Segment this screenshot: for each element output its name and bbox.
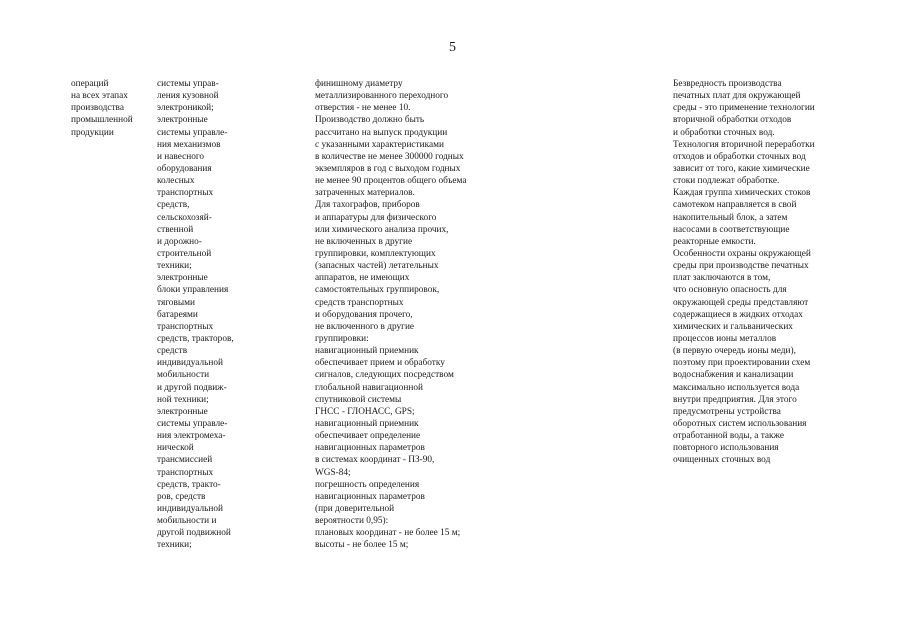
text-line: повторного использования: [673, 443, 779, 454]
text-line: не менее 90 процентов общего объема: [315, 176, 467, 187]
text-line: электронные: [157, 273, 208, 284]
text-line: внутри предприятия. Для этого: [673, 394, 797, 405]
text-line: сигналов, следующих посредством: [315, 370, 454, 381]
text-line: в системах координат - ПЗ-90,: [315, 455, 435, 466]
text-line: металлизированного переходного: [315, 91, 449, 102]
text-line: отработанной воды, а также: [673, 431, 784, 442]
text-line: операций: [71, 79, 109, 89]
text-line: средств, тракто-: [157, 479, 221, 490]
text-line: техники;: [157, 540, 192, 551]
page-number: 5: [449, 40, 456, 55]
text-line: группировки:: [315, 333, 369, 344]
text-line: колесных: [157, 176, 195, 187]
text-line: химических и гальванических: [673, 321, 793, 332]
text-line: навигационный приемник: [315, 346, 419, 357]
text-line: транспортных: [157, 188, 214, 199]
text-line: очищенных сточных вод: [673, 455, 771, 466]
text-line: ния электромеха-: [157, 431, 226, 442]
text-line: трансмиссией: [157, 455, 213, 466]
text-line: блоки управления: [157, 285, 229, 296]
text-line: среды - это применение технологии: [673, 103, 815, 114]
text-line: тяговыми: [157, 297, 195, 308]
text-line: Технология вторичной переработки: [673, 139, 815, 150]
text-line: Безвредность производства: [673, 79, 782, 89]
text-line: плановых координат - не более 15 м;: [315, 528, 461, 539]
text-line: ственной: [157, 224, 194, 235]
text-line: средств: [157, 346, 188, 357]
text-line: системы управ-: [157, 79, 219, 89]
column-2-text: [157, 78, 267, 551]
column-3-text: [315, 78, 555, 551]
text-line: сельскохозяй-: [157, 212, 212, 223]
text-line: продукции: [71, 127, 114, 138]
text-line: отходов и обработки сточных вод: [673, 151, 806, 162]
text-line: глобальной навигационной: [315, 382, 423, 393]
text-line: не включенного в другие: [315, 321, 415, 332]
text-line: ров, средств: [157, 491, 206, 502]
text-line: поэтому при проектировании схем: [673, 358, 811, 369]
text-line: ГНСС - ГЛОНАСС, GPS;: [315, 406, 415, 417]
text-line: печатных плат для окружающей: [673, 91, 801, 102]
text-line: стоки подлежат обработке.: [673, 176, 780, 187]
text-line: электронные: [157, 406, 208, 417]
text-line: транспортных: [157, 467, 214, 478]
text-line: водоснабжения и канализации: [673, 370, 794, 381]
text-line: зависит от того, какие химические: [673, 163, 810, 174]
text-line: и дорожно-: [157, 236, 202, 247]
text-line: и другой подвиж-: [157, 382, 227, 393]
text-line: или химического анализа прочих,: [315, 224, 449, 235]
text-line: насосами в соответствующие: [673, 224, 790, 235]
text-line: навигационных параметров: [315, 443, 425, 454]
column-1-text: [71, 78, 153, 139]
text-line: самостоятельных группировок,: [315, 285, 440, 296]
text-line: и навесного: [157, 151, 205, 162]
text-line: содержащиеся в жидких отходах: [673, 309, 803, 320]
text-line: ния механизмов: [157, 139, 221, 150]
text-line: обеспечивает определение: [315, 431, 421, 442]
text-line: максимально используется вода: [673, 382, 800, 393]
text-line: обеспечивает прием и обработку: [315, 358, 445, 369]
text-line: вероятности 0,95):: [315, 516, 389, 527]
text-line: вторичной обработки отходов: [673, 115, 792, 126]
text-line: с указанными характеристиками: [315, 139, 444, 150]
text-line: рассчитано на выпуск продукции: [315, 127, 448, 138]
text-line: на всех этапах: [71, 91, 128, 102]
text-line: самотеком направляется в свой: [673, 200, 797, 211]
text-line: погрешность определения: [315, 479, 420, 490]
text-line: отверстия - не менее 10.: [315, 103, 411, 114]
text-line: электронные: [157, 115, 208, 126]
text-line: Для тахографов, приборов: [315, 200, 420, 211]
text-line: аппаратов, не имеющих: [315, 273, 410, 284]
text-line: производства: [71, 103, 124, 114]
text-line: промышленной: [71, 115, 133, 126]
text-line: Каждая группа химических стоков: [673, 188, 811, 199]
text-line: спутниковой системы: [315, 394, 402, 405]
text-line: индивидуальной: [157, 503, 223, 514]
text-line: и аппаратуры для физического: [315, 212, 437, 223]
text-line: предусмотрены устройства: [673, 406, 781, 417]
text-line: техники;: [157, 261, 192, 272]
text-line: финишному диаметру: [315, 79, 403, 89]
text-line: не включенных в другие: [315, 236, 413, 247]
text-line: процессов ионы металлов: [673, 333, 777, 344]
text-line: (запасных частей) летательных: [315, 261, 439, 272]
text-line: окружающей среды представляют: [673, 297, 809, 308]
text-line: электроникой;: [157, 103, 214, 114]
text-line: среды при производстве печатных: [673, 261, 809, 272]
text-line: ления кузовной: [157, 91, 219, 102]
text-line: высоты - не более 15 м;: [315, 540, 409, 551]
text-line: оборудования: [157, 163, 212, 174]
text-line: затраченных материалов.: [315, 188, 415, 199]
text-line: транспортных: [157, 321, 214, 332]
text-line: строительной: [157, 248, 212, 259]
text-line: (при доверительной: [315, 503, 395, 514]
text-line: мобильности и: [157, 516, 217, 527]
text-line: группировки, комплектующих: [315, 248, 436, 259]
text-line: и оборудования прочего,: [315, 309, 413, 320]
text-line: накопительный блок, а затем: [673, 212, 788, 223]
text-line: другой подвижной: [157, 528, 231, 539]
text-line: системы управле-: [157, 418, 228, 429]
text-line: средств транспортных: [315, 297, 404, 308]
text-line: реакторные емкости.: [673, 236, 756, 247]
text-line: оборотных систем использования: [673, 418, 807, 429]
text-line: индивидуальной: [157, 358, 223, 369]
text-line: в количестве не менее 300000 годных: [315, 151, 464, 162]
text-line: навигационных параметров: [315, 491, 425, 502]
text-line: нической: [157, 443, 194, 454]
text-line: средств,: [157, 200, 190, 211]
text-line: средств, тракторов,: [157, 333, 234, 344]
text-line: экземпляров в год с выходом годных: [315, 163, 461, 174]
text-line: мобильности: [157, 370, 210, 381]
column-4-text: [673, 78, 893, 467]
text-line: (в первую очередь ионы меди),: [673, 346, 796, 357]
text-line: плат заключаются в том,: [673, 273, 771, 284]
text-line: ной техники;: [157, 394, 209, 405]
text-line: и обработки сточных вод.: [673, 127, 775, 138]
text-line: Производство должно быть: [315, 115, 425, 126]
text-line: Особенности охраны окружающей: [673, 248, 811, 259]
text-line: WGS-84;: [315, 467, 351, 478]
text-line: системы управле-: [157, 127, 228, 138]
text-line: батареями: [157, 309, 198, 320]
text-line: что основную опасность для: [673, 285, 787, 296]
text-line: навигационный приемник: [315, 418, 419, 429]
